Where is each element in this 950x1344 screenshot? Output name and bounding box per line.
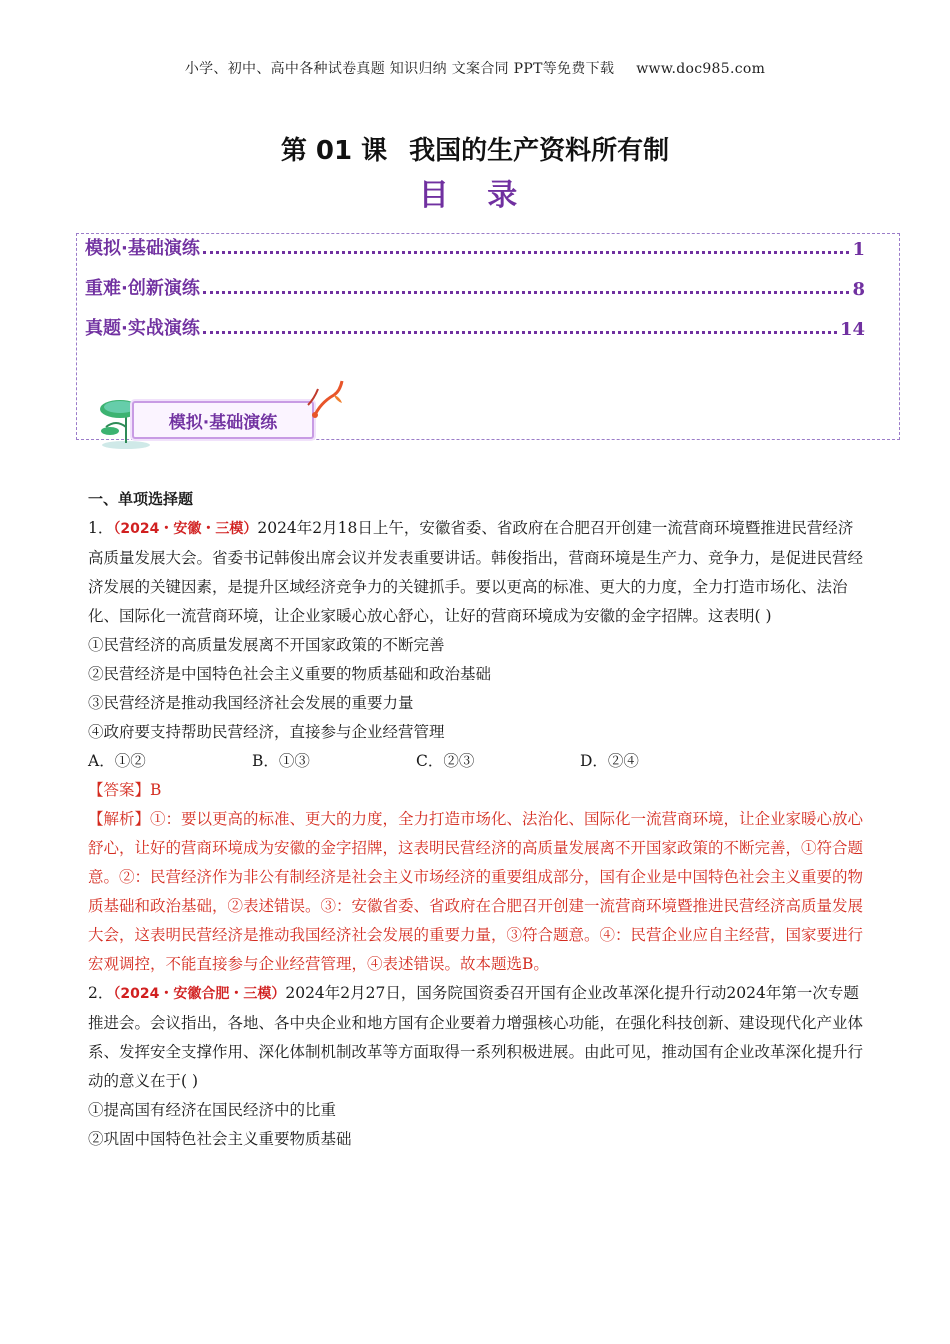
choice-a: A．①② [88,752,146,770]
question-text: 2024年2月27日，国务院国资委召开国有企业改革深化提升行动2024年第一次专题推进会。会议指出，各地、各中央企业和地方国有企业要着力增强核心功能，在强化科技创新、建设现代化产业体系、发挥安全支撑作用、深化体制机制改革等方面取得一系列积极进展。由此可见，推动国有企业改革深化提升行动的意义在于( ) [88,984,864,1090]
toc-leader-dots [203,331,837,334]
lesson-title [0,130,950,167]
question-stem [88,979,864,1096]
option-4: ④政府要支持帮助民营经济，直接参与企业经营管理 [88,723,445,741]
option-2: ②民营经济是中国特色社会主义重要的物质基础和政治基础 [88,665,492,683]
toc-leader-dots [203,291,850,294]
toc-item-page: 14 [839,319,865,340]
question-source: （2024・安徽合肥・三模） [113,986,286,1002]
toc-item-real-exam[interactable] [85,312,865,340]
toc-item-basic[interactable] [85,232,865,260]
question-2 [88,979,864,1154]
option-1: ①民营经济的高质量发展离不开国家政策的不断完善 [88,636,445,654]
lesson-number: 第 01 课 [280,136,388,166]
toc-title: 目 录 [418,178,532,213]
choice-c: C．②③ [416,752,475,770]
section-heading: 一、单项选择题 [88,490,194,508]
banner-label: 模拟·基础演练 [132,401,314,439]
choice-b: B．①③ [252,752,310,770]
toc-item-page: 1 [852,239,865,260]
toc-item-page: 8 [852,279,865,300]
header-url[interactable]: www.doc985.com [636,61,766,77]
analysis: 【解析】①：要以更高的标准、更大的力度，全力打造市场化、法治化、国际化一流营商环境，让企业家暖心放心舒心，让好的营商环境成为安徽的金字招牌，这表明民营经济的高质量发展离不开国家政策的不断完善，①符合题意。②：民营经济作为非公有制经济是社会主义市场经济的重要组成部分，国有企业是中国特色社会主义重要的物质基础和政治基础，②表述错误。③：安徽省委、省政府在合肥召开创建一流营商环境暨推进民营经济高质量发展大会，这表明民营经济是推动我国经济社会发展的重要力量，③符合题意。④：民营企业应自主经营，国家要进行宏观调控，不能直接参与企业经营管理，④表述错误。故本题选B。 [88,810,864,973]
answer-choices [88,747,864,776]
question-source: （2024・安徽・三模） [113,521,258,537]
toc-item-label: 模拟·基础演练 [85,238,200,259]
lesson-name: 我国的生产资料所有制 [409,136,670,166]
toc-item-innovation[interactable] [85,272,865,300]
answer: 【答案】B [88,781,162,799]
toc-item-label: 真题·实战演练 [85,318,200,339]
option-1: ①提高国有经济在国民经济中的比重 [88,1101,337,1119]
question-1 [88,514,864,979]
page-header [0,58,950,78]
toc-leader-dots [203,251,850,254]
toc-item-label: 重难·创新演练 [85,278,200,299]
option-3: ③民营经济是推动我国经济社会发展的重要力量 [88,694,414,712]
option-2: ②巩固中国特色社会主义重要物质基础 [88,1130,352,1148]
header-text: 小学、初中、高中各种试卷真题 知识归纳 文案合同 PPT等免费下载 [184,61,615,77]
question-stem [88,514,864,631]
question-number: 1． [88,519,114,537]
section-banner [96,385,346,447]
question-content [88,486,864,1154]
choice-d: D．②④ [580,752,639,770]
koi-fish-icon [306,377,346,421]
question-text: 2024年2月18日上午，安徽省委、省政府在合肥召开创建一流营商环境暨推进民营经济高质量发展大会。省委书记韩俊出席会议并发表重要讲话。韩俊指出，营商环境是生产力、竞争力，是促进民营经济发展的关键因素，是提升区域经济竞争力的关键抓手。要以更高的标准、更大的力度，全力打造市场化、法治化、国际化一流营商环境，让企业家暖心放心舒心，让好的营商环境成为安徽的金字招牌。这表明( ) [88,519,864,625]
question-number: 2． [88,984,114,1002]
